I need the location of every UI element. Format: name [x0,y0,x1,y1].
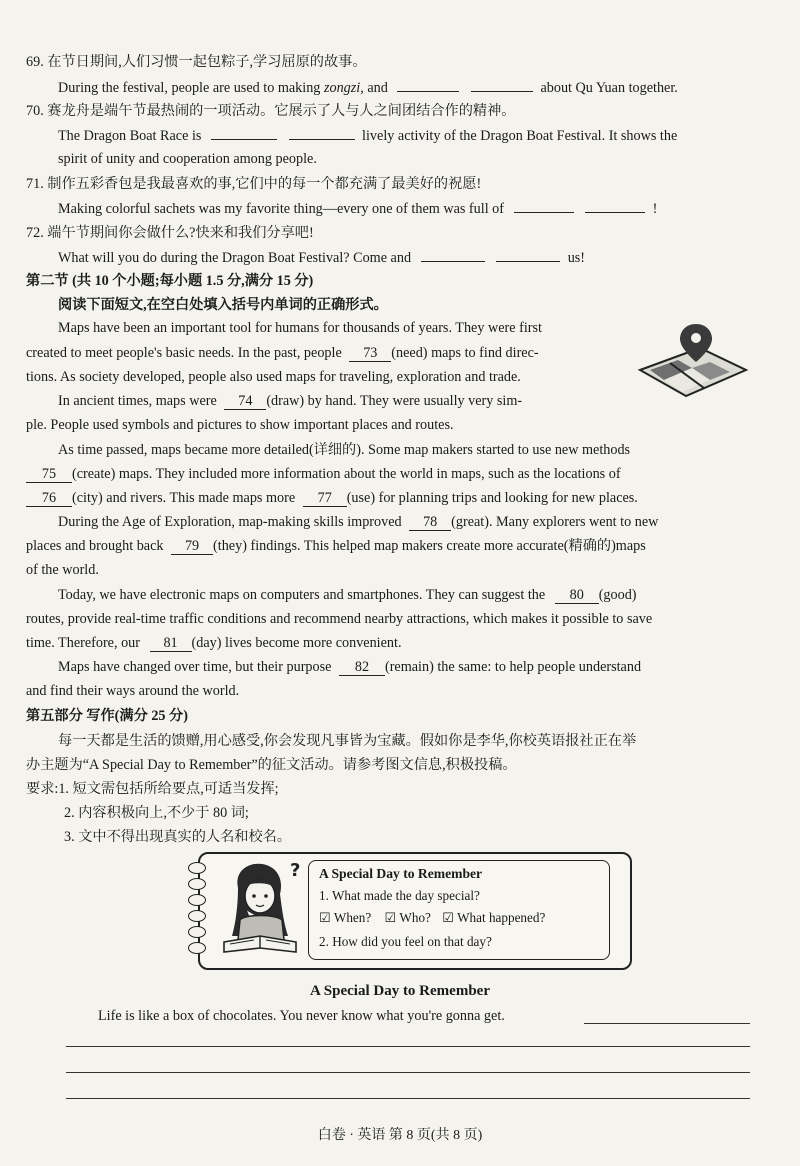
page-footer: 白卷 · 英语 第 8 页(共 8 页) [317,1128,483,1143]
blank-79[interactable]: 79 [171,538,213,555]
q71-english: Making colorful sachets was my favorite thing—every one of them was full of ! [58,198,657,219]
part5-req3: 3. 文中不得出现真实的人名和校名。 [64,829,292,845]
blank-78[interactable]: 78 [409,514,451,531]
passage-p4-l2: places and brought back 79 (they) findings. This helped map makers create more accurate(精确的)maps [26,538,646,554]
blank-75[interactable]: 75 [26,466,72,483]
blank-73[interactable]: 73 [349,345,391,362]
check-when: ☑ When? [319,910,372,925]
q69-english: During the festival, people are used to making zongzi, and about Qu Yuan together. [58,77,678,98]
prompt-box [308,860,610,960]
blank-74[interactable]: 74 [224,393,266,410]
part5-intro-l2: 办主题为“A Special Day to Remember”的征文活动。请参考图文信息,积极投稿。 [26,757,517,773]
q71-chinese: 71. 制作五彩香包是我最喜欢的事,它们中的每一个都充满了最美好的祝愿! [26,176,482,192]
blank-81[interactable]: 81 [150,635,192,652]
spiral-ring [188,910,206,922]
blank-77[interactable]: 77 [303,490,347,507]
essay-answer-line[interactable] [66,1072,750,1073]
passage-p3-l2: 75 (create) maps. They included more information about the world in maps, such as the locations of [26,464,621,484]
q72-english: What will you do during the Dragon Boat Festival? Come and us! [58,247,585,268]
check-who: ☑ Who? [384,910,431,925]
q70-english: The Dragon Boat Race is lively activity of the Dragon Boat Festival. It shows the [58,125,677,146]
passage-p3-l1: As time passed, maps became more detailed(详细的). Some map makers started to use new methods [58,442,631,458]
passage-p5-l3: time. Therefore, our 81 (day) lives become more convenient. [26,635,402,651]
q69-blank-1[interactable] [397,77,459,92]
question-mark: ? [290,860,301,881]
section2-instruction: 阅读下面短文,在空白处填入括号内单词的正确形式。 [58,297,388,313]
essay-answer-line[interactable] [584,1023,750,1024]
passage-p1-l2: created to meet people's basic needs. In the past, people 73 (need) maps to find direc- [26,345,539,361]
q70-blank-2[interactable] [289,125,355,140]
passage-p6-l2: and find their ways around the world. [26,683,240,699]
essay-answer-line[interactable] [66,1098,750,1099]
passage-p6-l1: Maps have changed over time, but their purpose 82 (remain) the same: to help people understand [58,659,642,675]
q70-english-cont: spirit of unity and cooperation among people. [58,151,317,167]
q71-blank-1[interactable] [514,198,574,213]
essay-first-line: Life is like a box of chocolates. You never know what you're gonna get. [98,1008,505,1024]
spiral-ring [188,926,206,938]
part5-heading: 第五部分 写作(满分 25 分) [26,708,188,724]
card-checklist [319,909,545,927]
part5-intro-l1: 每一天都是生活的馈赠,用心感受,你会发现凡事皆为宝藏。假如你是李华,你校英语报社正在举 [58,733,637,749]
card-question-2: 2. How did you feel on that day? [319,934,492,949]
q69-blank-2[interactable] [471,77,533,92]
passage-p2-l1: In ancient times, maps were 74 (draw) by hand. They were usually very sim- [58,393,523,409]
card-question-1: 1. What made the day special? [319,888,480,903]
spiral-ring [188,878,206,890]
blank-80[interactable]: 80 [555,587,599,604]
part5-req1: 要求:1. 短文需包括所给要点,可适当发挥; [26,781,279,797]
blank-82[interactable]: 82 [339,659,385,676]
passage-p4-l1: During the Age of Exploration, map-making skills improved 78 (great). Many explorers went to new [58,514,659,530]
q72-blank-1[interactable] [421,247,485,262]
map-pin-icon [630,318,750,400]
passage-p5-l1: Today, we have electronic maps on computers and smartphones. They can suggest the 80 (good) [58,587,637,603]
spiral-ring [188,894,206,906]
essay-answer-line[interactable] [66,1046,750,1047]
q71-blank-2[interactable] [585,198,645,213]
q70-blank-1[interactable] [211,125,277,140]
passage-p2-l2: ple. People used symbols and pictures to show important places and routes. [26,417,454,433]
passage-p1-l3: tions. As society developed, people also used maps for traveling, exploration and trade. [26,369,521,385]
spiral-ring [188,862,206,874]
q72-blank-2[interactable] [496,247,560,262]
passage-p5-l2: routes, provide real-time traffic conditions and recommend nearby attractions, which makes it possible to save [26,611,653,627]
essay-title: A Special Day to Remember [310,983,490,999]
spiral-ring [188,942,206,954]
q69-chinese: 69. 在节日期间,人们习惯一起包粽子,学习屈原的故事。 [26,54,367,70]
check-what-happened: ☑ What happened? [442,910,546,925]
section2-heading: 第二节 (共 10 个小题;每小题 1.5 分,满分 15 分) [26,273,314,289]
q70-chinese: 70. 赛龙舟是端午节最热闹的一项活动。它展示了人与人之间团结合作的精神。 [26,103,516,119]
passage-p1-l1: Maps have been an important tool for humans for thousands of years. They were first [58,320,542,336]
thinking-girl-icon [210,858,310,962]
q72-chinese: 72. 端午节期间你会做什么?快来和我们分享吧! [26,225,314,241]
part5-req2: 2. 内容积极向上,不少于 80 词; [64,805,249,821]
card-title: A Special Day to Remember [319,866,483,881]
writing-prompt-card [188,852,632,970]
blank-76[interactable]: 76 [26,490,72,507]
passage-p3-l3: 76 (city) and rivers. This made maps more 77 (use) for planning trips and looking for new places. [26,488,638,508]
passage-p4-l3: of the world. [26,562,99,578]
